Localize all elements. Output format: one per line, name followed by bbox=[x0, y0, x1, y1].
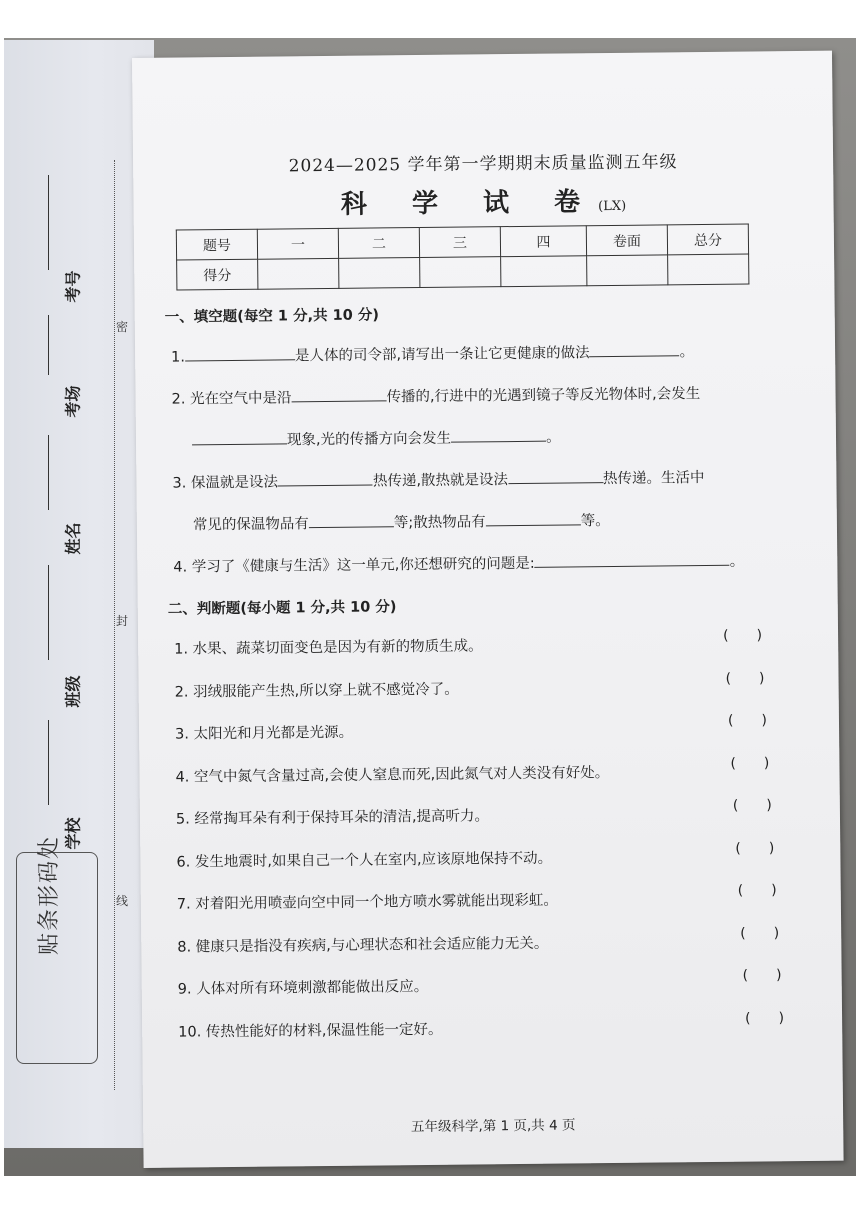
score-header-cell: 一 bbox=[257, 228, 338, 259]
q2-line-1 bbox=[171, 382, 700, 409]
answer-parentheses[interactable]: () bbox=[737, 882, 805, 899]
answer-parentheses[interactable]: () bbox=[725, 669, 793, 687]
q3-blank-2[interactable] bbox=[508, 468, 603, 484]
score-cell[interactable] bbox=[501, 256, 587, 287]
exam-number-label: 考号 bbox=[63, 270, 83, 303]
subject-name: 科 学 试 卷 bbox=[340, 187, 599, 220]
answer-parentheses[interactable]: () bbox=[740, 924, 808, 942]
q2-line-2 bbox=[192, 426, 561, 451]
q3-text-c: 热传递。生活中 bbox=[602, 470, 705, 488]
exam-title: 2024—2025 学年第一学期期末质量监测五年级 bbox=[288, 152, 678, 177]
q3-text-e: 等;散热物品有 bbox=[393, 514, 486, 532]
true-false-item: 7. 对着阳光用喷壶向空中同一个地方喷水雾就能出现彩虹。 bbox=[176, 892, 558, 913]
answer-parentheses[interactable]: () bbox=[727, 712, 795, 729]
paper-code: (LX) bbox=[598, 198, 627, 215]
answer-parentheses[interactable]: () bbox=[730, 754, 798, 772]
q3-text-a: 3. 保温就是设法 bbox=[172, 474, 278, 492]
q3-text-f: 等。 bbox=[580, 513, 610, 530]
q1-text: 是人体的司令部,请写出一条让它更健康的做法 bbox=[294, 345, 590, 365]
score-header-cell: 卷面 bbox=[586, 225, 667, 256]
q3-line-2 bbox=[193, 509, 610, 534]
answer-parentheses[interactable]: () bbox=[735, 839, 803, 857]
true-false-item: 8. 健康只是指没有疾病,与心理状态和社会适应能力无关。 bbox=[177, 935, 549, 956]
q2-blank-2[interactable] bbox=[192, 429, 287, 445]
q2-blank-1[interactable] bbox=[291, 386, 386, 402]
answer-parentheses[interactable]: () bbox=[742, 966, 810, 984]
score-table bbox=[176, 224, 750, 291]
q2-blank-3[interactable] bbox=[451, 427, 546, 443]
name-line[interactable] bbox=[48, 435, 49, 510]
q3-text-b: 热传递,散热就是设法 bbox=[372, 472, 509, 490]
score-cell[interactable] bbox=[258, 258, 339, 289]
exam-room-line[interactable] bbox=[48, 315, 49, 375]
seal-char-feng: 封 bbox=[116, 614, 129, 628]
q2-text-a: 2. 光在空气中是沿 bbox=[171, 390, 292, 408]
binding-strip bbox=[4, 40, 154, 1148]
true-false-item: 6. 发生地震时,如果自己一个人在室内,应该原地保持不动。 bbox=[176, 850, 553, 871]
q4-blank[interactable] bbox=[535, 551, 730, 568]
score-header-cell: 三 bbox=[419, 227, 500, 258]
q2-end: 。 bbox=[546, 429, 561, 446]
section1-title: 一、填空题(每空 1 分,共 10 分) bbox=[164, 307, 380, 326]
score-header-cell: 二 bbox=[338, 228, 419, 259]
score-cell[interactable] bbox=[587, 255, 668, 286]
q3-blank-3[interactable] bbox=[309, 512, 394, 528]
seal-dotted-line bbox=[114, 160, 115, 1090]
score-header-cell: 题号 bbox=[176, 229, 257, 260]
seal-char-mi: 密 bbox=[116, 320, 129, 334]
q1-blank-1[interactable] bbox=[185, 345, 295, 361]
class-label: 班级 bbox=[63, 675, 83, 708]
true-false-item: 2. 羽绒服能产生热,所以穿上就不感觉冷了。 bbox=[174, 681, 459, 701]
q2-text-b: 传播的,行进中的光遇到镜子等反光物体时,会发生 bbox=[386, 386, 701, 406]
section2-title: 二、判断题(每小题 1 分,共 10 分) bbox=[167, 599, 397, 618]
school-label: 学校 bbox=[63, 817, 83, 850]
seal-char-xian: 线 bbox=[116, 894, 129, 908]
score-table-score-row bbox=[177, 254, 749, 290]
answer-parentheses[interactable]: () bbox=[745, 1009, 813, 1027]
q4-end: 。 bbox=[729, 553, 745, 570]
score-header-cell: 四 bbox=[500, 226, 586, 257]
q3-blank-4[interactable] bbox=[486, 510, 581, 526]
q4-text: 4. 学习了《健康与生活》这一单元,你还想研究的问题是: bbox=[173, 555, 535, 576]
score-row-label: 得分 bbox=[177, 259, 258, 290]
q3-blank-1[interactable] bbox=[278, 471, 373, 487]
true-false-item: 1. 水果、蔬菜切面变色是因为有新的物质生成。 bbox=[174, 638, 483, 658]
q2-text-c: 现象,光的传播方向会发生 bbox=[286, 430, 452, 449]
q1-line bbox=[171, 340, 694, 366]
true-false-item: 5. 经常掏耳朵有利于保持耳朵的清洁,提高听力。 bbox=[175, 808, 490, 828]
photo-background bbox=[4, 38, 856, 1176]
subject-title bbox=[133, 179, 833, 223]
true-false-item: 4. 空气中氮气含量过高,会使人窒息而死,因此氮气对人类没有好处。 bbox=[175, 764, 610, 786]
score-cell[interactable] bbox=[668, 254, 749, 285]
q3-text-d: 常见的保温物品有 bbox=[192, 516, 309, 534]
q1-number: 1. bbox=[171, 349, 186, 366]
exam-room-label: 考场 bbox=[63, 385, 83, 418]
q4-line bbox=[173, 550, 744, 577]
school-line[interactable] bbox=[48, 720, 49, 805]
exam-paper bbox=[132, 51, 844, 1168]
answer-parentheses[interactable]: () bbox=[732, 797, 800, 814]
score-cell[interactable] bbox=[420, 257, 501, 288]
true-false-item: 10. 传热性能好的材料,保温性能一定好。 bbox=[178, 1021, 443, 1041]
answer-parentheses[interactable]: () bbox=[722, 627, 791, 644]
true-false-item: 9. 人体对所有环境刺激都能做出反应。 bbox=[177, 978, 429, 998]
q1-end: 。 bbox=[679, 344, 695, 361]
page-footer: 五年级科学,第 1 页,共 4 页 bbox=[410, 1117, 576, 1136]
q3-line-1 bbox=[172, 466, 704, 493]
score-header-cell: 总分 bbox=[667, 224, 748, 255]
name-label: 姓名 bbox=[63, 522, 83, 555]
score-cell[interactable] bbox=[339, 257, 420, 288]
barcode-label: 贴条形码处 bbox=[37, 834, 62, 955]
true-false-item: 3. 太阳光和月光都是光源。 bbox=[175, 724, 354, 743]
q1-blank-2[interactable] bbox=[589, 341, 679, 357]
exam-number-line[interactable] bbox=[48, 175, 49, 270]
class-line[interactable] bbox=[48, 565, 49, 660]
